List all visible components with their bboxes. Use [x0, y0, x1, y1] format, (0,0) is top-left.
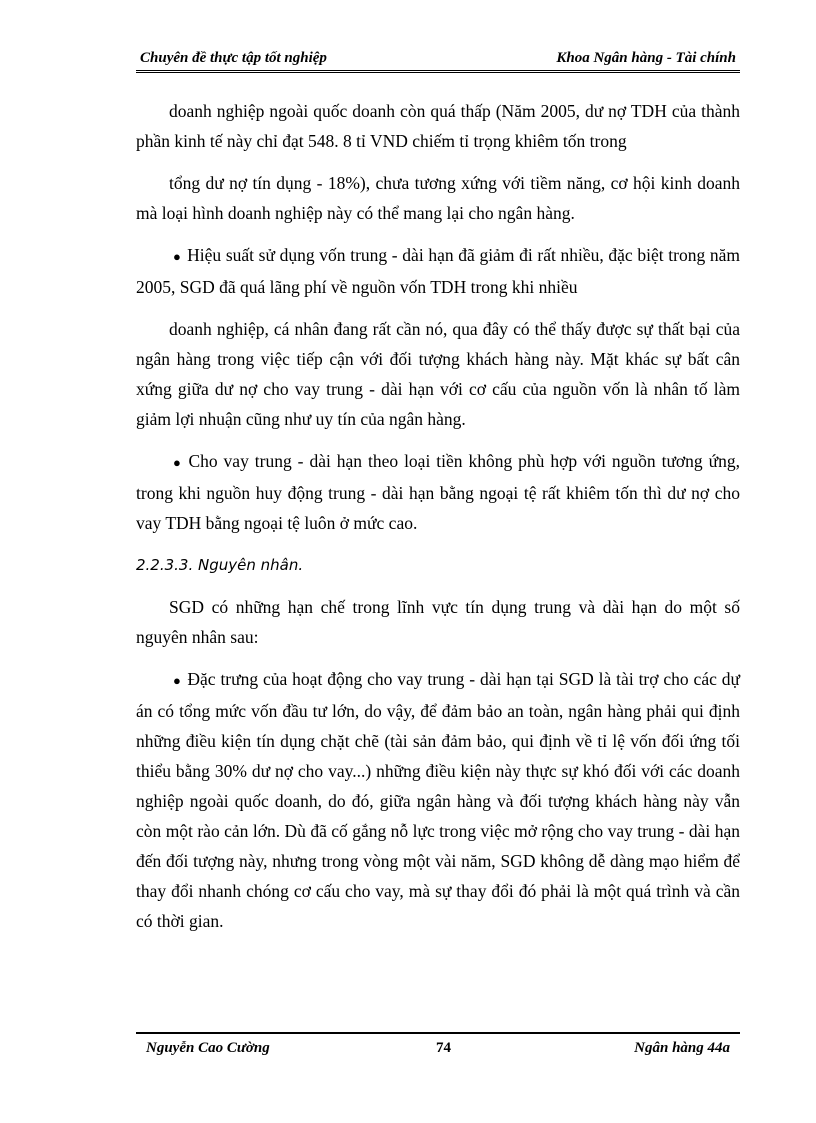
page-header: [136, 48, 740, 73]
page-footer: [136, 1032, 740, 1064]
bullet-icon: ●: [173, 249, 182, 264]
bullet-paragraph: [136, 664, 740, 936]
bullet-paragraph: [136, 446, 740, 538]
page-number: 74: [436, 1040, 451, 1056]
paragraph: SGD có những hạn chế trong lĩnh vực tín dụng trung và dài hạn do một số nguyên nhân sau:: [136, 597, 740, 647]
bullet-icon: ●: [173, 455, 183, 470]
bullet-paragraph: [136, 240, 740, 302]
header-left-title: Chuyên đề thực tập tốt nghiệp: [140, 50, 327, 66]
body-text: [136, 96, 740, 948]
paragraph: doanh nghiệp, cá nhân đang rất cần nó, qua đây có thể thấy được sự thất bại của ngân hàng trong việc tiếp cận với đối tượng khách hàng này. Mặt khác sự bất cân xứng giữa dư nợ cho vay trung - dài hạn với cơ cấu của nguồn vốn là nhân tố làm giảm lợi nhuận cũng như uy tín của ngân hàng.: [136, 319, 740, 429]
footer-author: Nguyễn Cao Cường: [146, 1040, 270, 1056]
footer-class: Ngân hàng 44a: [634, 1040, 730, 1056]
bullet-text: Đặc trưng của hoạt động cho vay trung - dài hạn tại SGD là tài trợ cho các dự án có tổng mức vốn đầu tư lớn, do vậy, để đảm bảo an toàn, ngân hàng phải qui định những điều kiện tín dụng chặt chẽ (tài sản đảm bảo, qui định về tỉ lệ vốn đối ứng tối thiểu bằng 30% dư nợ cho vay...) những điều kiện này thực sự khó đối với các doanh nghiệp ngoài quốc doanh, do đó, giữa ngân hàng và đối tượng khách hàng này vẫn còn một rào cản lớn. Dù đã cố gắng nỗ lực trong việc mở rộng cho vay trung - dài hạn đến đối tượng này, nhưng trong vòng một vài năm, SGD không dễ dàng mạo hiểm để thay đổi nhanh chóng cơ cấu cho vay, mà sự thay đổi đó phải là một quá trình và cần có thời gian.: [136, 669, 740, 931]
paragraph: doanh nghiệp ngoài quốc doanh còn quá thấp (Năm 2005, dư nợ TDH của thành phần kinh tế này chỉ đạt 548. 8 tỉ VND chiếm tỉ trọng khiêm tốn trong: [136, 101, 740, 151]
bullet-icon: ●: [173, 673, 182, 688]
section-heading: 2.2.3.3. Nguyên nhân.: [136, 556, 304, 574]
paragraph: tổng dư nợ tín dụng - 18%), chưa tương xứng với tiềm năng, cơ hội kinh doanh mà loại hình doanh nghiệp này có thể mang lại cho ngân hàng.: [136, 173, 740, 223]
header-right-title: Khoa Ngân hàng - Tài chính: [556, 50, 736, 66]
bullet-text: Cho vay trung - dài hạn theo loại tiền không phù hợp với nguồn tương ứng, trong khi nguồn huy động trung - dài hạn bằng ngoại tệ rất khiêm tốn thì dư nợ cho vay TDH bằng ngoại tệ luôn ở mức cao.: [136, 451, 740, 533]
bullet-text: Hiệu suất sử dụng vốn trung - dài hạn đã giảm đi rất nhiều, đặc biệt trong năm 2005, SGD đã quá lãng phí về nguồn vốn TDH trong khi nhiều: [136, 245, 740, 297]
